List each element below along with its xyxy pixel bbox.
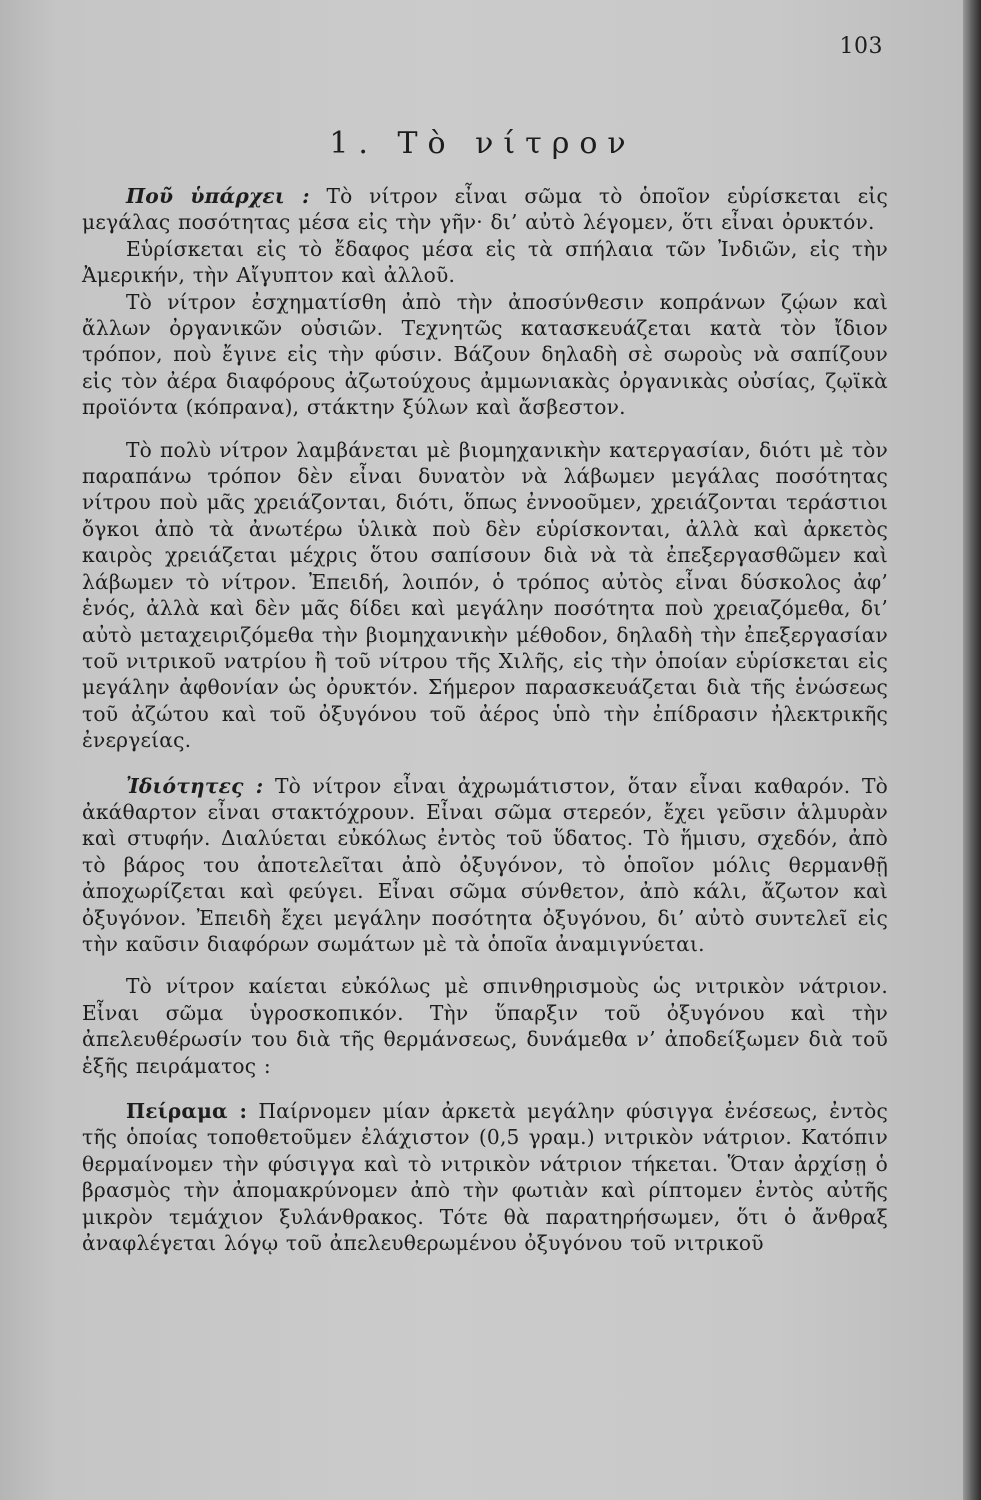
paragraph-text: Τὸ νίτρον εἶναι ἀχρωμάτιστον, ὅταν εἶναι καθαρόν. Τὸ ἀκάθαρτον εἶναι στακτόχρουν. Εἶναι σῶμα στερεόν, ἔχει γεῦσιν ἁλμυρὰν καὶ στυφήν. Διαλύεται εὐκόλως ἐντὸς τοῦ ὕδατος. Τὸ ἥμισυ, σχεδόν, ἀπὸ τὸ βάρος του ἀποτελεῖται ἀπὸ ὀξυγόνον, τὸ ὁποῖον μόλις θερμανθῇ ἀποχωρίζεται καὶ φεύγει. Εἶναι σῶμα σύνθετον, ἀπὸ κάλι, ἄζωτον καὶ ὀξυγόνον. Ἐπειδὴ ἔχει μεγάλην ποσότητα ὀξυγόνου, δι’ αὐτὸ συντελεῖ εἰς τὴν καῦσιν διαφόρων σωμάτων μὲ τὰ ὁποῖα ἀναμιγνύεται.	[82, 773, 889, 956]
paragraph-locations: Εὑρίσκεται εἰς τὸ ἔδαφος μέσα εἰς τὰ σπήλαια τῶν Ἰνδιῶν, εἰς τὴν Ἀμερικήν, τὴν Αἴγυπτον καὶ ἀλλοῦ.	[82, 236, 888, 288]
paragraph-formation: Τὸ νίτρον ἐσχηματίσθη ἀπὸ τὴν ἀποσύνθεσιν κοπράνων ζῴων καὶ ἄλλων ὀργανικῶν οὐσιῶν. Τεχνητῶς κατασκευάζεται κατὰ τὸν ἴδιον τρόπον, ποὺ ἔγινε εἰς τὴν φύσιν. Βάζουν δηλαδὴ σὲ σωροὺς νὰ σαπίζουν εἰς τὸν ἀέρα διαφόρους ἀζωτούχους ἀμμωνιακὰς ὀργανικὰς οὐσίας, ζῳϊκὰ προϊόντα (κόπρανα), στάκτην ξύλων καὶ ἄσβεστον.	[82, 289, 888, 420]
paragraph-combustion: Τὸ νίτρον καίεται εὐκόλως μὲ σπινθηρισμοὺς ὡς νιτρικὸν νάτριον. Εἶναι σῶμα ὑγροσκοπικόν. Τὴν ὕπαρξιν τοῦ ὀξυγόνου καὶ τὴν ἀπελευθέρωσίν του διὰ τῆς θερμάνσεως, δυνάμεθα ν’ ἀποδείξωμεν διὰ τοῦ ἑξῆς πειράματος :	[82, 974, 888, 1078]
paragraph-experiment	[82, 1098, 888, 1256]
paragraph-industrial: Τὸ πολὺ νίτρον λαμβάνεται μὲ βιομηχανικὴν κατεργασίαν, διότι μὲ τὸν παραπάνω τρόπον δὲν εἶναι δυνατὸν νὰ λάβωμεν μεγάλας ποσότητας νίτρου ποὺ μᾶς χρειάζονται, διότι, ὅπως ἐννοοῦμεν, χρειάζονται τεράστιοι ὄγκοι ἀπὸ τὰ ἀνωτέρω ὑλικὰ ποὺ δὲν εὑρίσκονται, ἀλλὰ καὶ ἀρκετὸς καιρὸς χρειάζεται μέχρις ὅτου σαπίσουν διὰ νὰ τὰ ἐπεξεργασθῶμεν καὶ λάβωμεν τὸ νίτρον. Ἐπειδή, λοιπόν, ὁ τρόπος αὐτὸς εἶναι δύσκολος ἀφ’ ἑνός, ἀλλὰ καὶ δὲν μᾶς δίδει καὶ μεγάλην ποσότητα ποὺ χρειαζόμεθα, δι’ αὐτὸ μεταχειριζόμεθα τὴν βιομηχανικὴν μέθοδον, δηλαδὴ τὴν ἐπεξεργασίαν τοῦ νιτρικοῦ νατρίου ἢ τοῦ νίτρου τῆς Χιλῆς, εἰς τὴν ὁποίαν εὑρίσκεται εἰς μεγάλην ἀφθονίαν ὡς ὀρυκτόν. Σήμερον παρασκευάζεται διὰ τῆς ἑνώσεως τοῦ ἀζώτου καὶ τοῦ ὀξυγόνου τοῦ ἀέρος ὑπὸ τὴν ἐπίδρασιν ἠλεκτρικῆς ἐνεργείας.	[82, 437, 888, 753]
page-body	[82, 183, 888, 1256]
paragraph-properties	[82, 773, 888, 958]
paragraph-where-found	[82, 183, 888, 236]
paragraph-text: Παίρνομεν μίαν ἀρκετὰ μεγάλην φύσιγγα ἐνέσεως, ἐντὸς τῆς ὁποίας τοποθετοῦμεν ἐλάχιστον (0,5 γραμ.) νιτρικὸν νάτριον. Κατόπιν θερμαίνομεν τὴν φύσιγγα καὶ τὸ νιτρικὸν νάτριον τήκεται. Ὅταν ἀρχίσῃ ὁ βρασμὸς τὴν ἀπομακρύνομεν ἀπὸ τὴν φωτιὰν καὶ ρίπτομεν ἐντὸς αὐτῆς μικρὸν τεμάχιον ξυλάνθρακος. Τότε θὰ παρατηρήσωμεν, ὅτι ὁ ἄνθραξ ἀναφλέγεται λόγῳ τοῦ ἀπελευθερωμένου ὀξυγόνου τοῦ νιτρικοῦ	[82, 1099, 888, 1256]
section-heading-experiment: Πείραμα :	[126, 1099, 248, 1123]
section-heading-properties: Ἰδιότητες :	[126, 773, 264, 798]
paragraph-text: Τὸ νίτρον εἶναι σῶμα τὸ ὁποῖον εὑρίσκεται εἰς μεγάλας ποσότητας μέσα εἰς τὴν γῆν· δι’ αὐτὸ λέγομεν, ὅτι εἶναι ὀρυκτόν.	[82, 184, 889, 235]
page-edge-shadow	[963, 0, 981, 1500]
section-heading-where-found: Ποῦ ὑπάρχει :	[126, 184, 310, 208]
chapter-title: 1. Τὸ νίτρον	[329, 126, 636, 161]
page-number: 103	[839, 34, 883, 59]
